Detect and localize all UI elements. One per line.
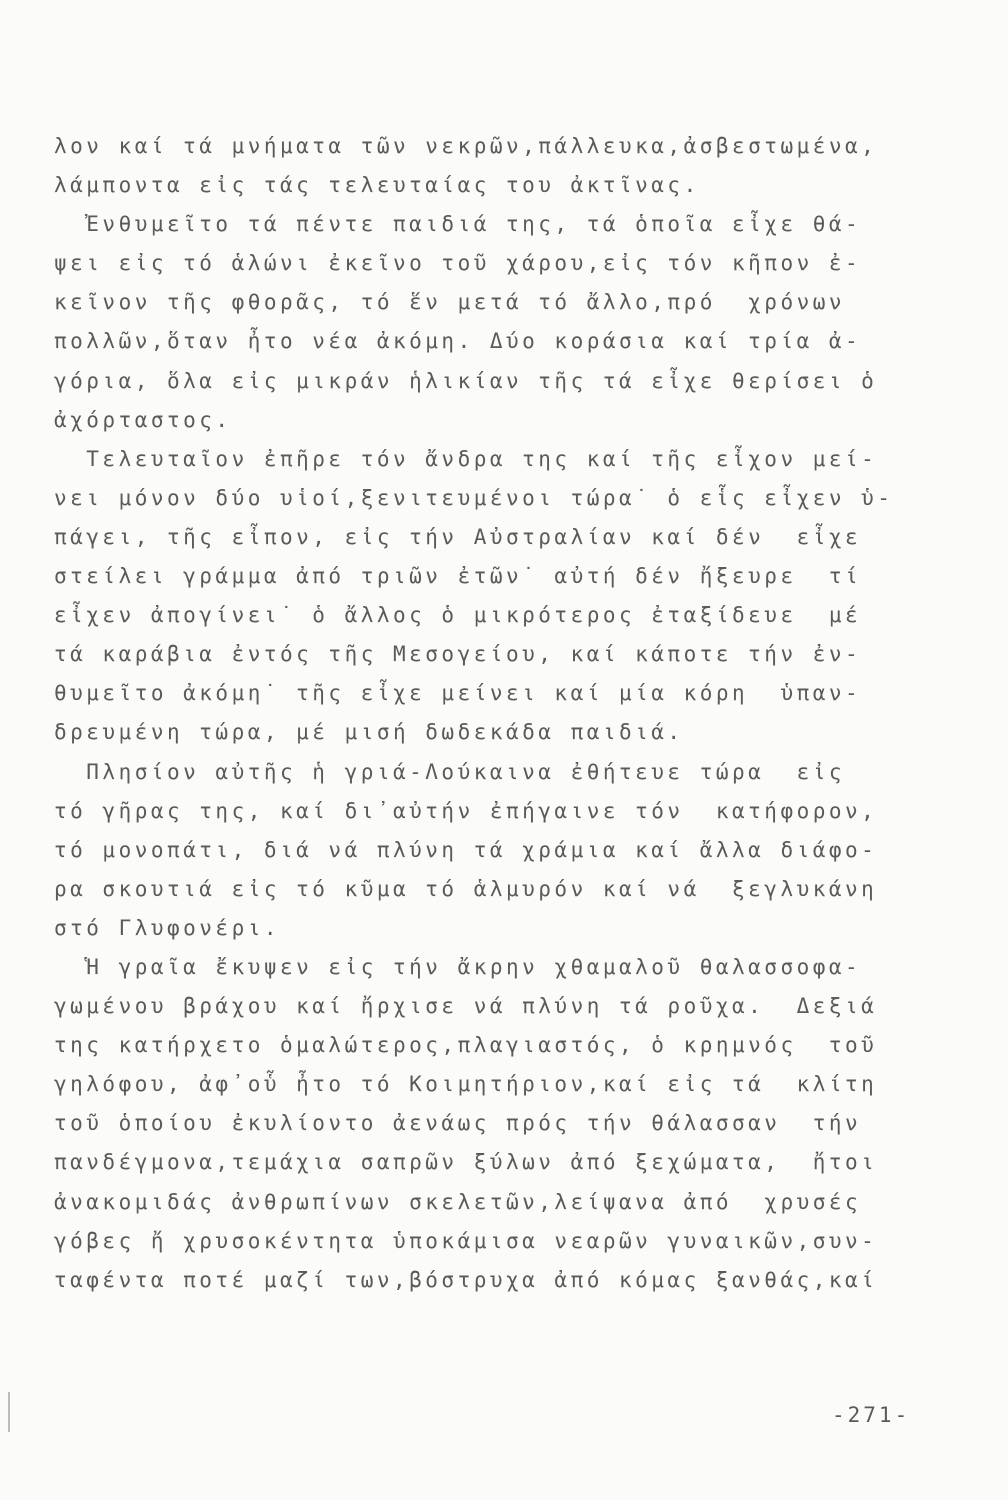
text-line: τό γῆρας της, καί δι᾽αὐτήν ἐπήγαινε τόν κατήφορον,: [54, 798, 878, 823]
text-line: γόβες ἤ χρυσοκέντητα ὑποκάμισα νεαρῶν γυναικῶν,συν-: [54, 1228, 878, 1253]
text-line: τοῦ ὁποίου ἐκυλίοντο ἀενάως πρός τήν θάλασσαν τήν: [54, 1111, 862, 1136]
text-line: πολλῶν,ὅταν ἦτο νέα ἀκόμη. Δύο κοράσια καί τρία ἀ-: [54, 329, 862, 354]
text-line: κεῖνον τῆς φθορᾶς, τό ἕν μετά τό ἄλλο,πρό χρόνων: [54, 290, 846, 315]
text-line: ἀχόρταστος.: [54, 407, 232, 432]
margin-mark: [8, 1392, 10, 1432]
text-line: τό μονοπάτι, διά νά πλύνη τά χράμια καί ἄλλα διάφο-: [54, 837, 878, 862]
text-line: στείλει γράμμα ἀπό τριῶν ἐτῶν˙ αὐτή δέν ἤξευρε τί: [54, 564, 862, 589]
text-line: ψει εἰς τό ἁλώνι ἐκεῖνο τοῦ χάρου,εἰς τόν κῆπον ἐ-: [54, 251, 862, 276]
page-number: -271-: [832, 1403, 911, 1427]
text-line: πάγει, τῆς εἶπον, εἰς τήν Αὐστραλίαν καί δέν εἶχε: [54, 524, 862, 549]
text-line: Ἡ γραῖα ἔκυψεν εἰς τήν ἄκρην χθαμαλοῦ θαλασσοφα-: [54, 954, 862, 979]
text-line: εἶχεν ἀπογίνει˙ ὁ ἄλλος ὁ μικρότερος ἐταξίδευε μέ: [54, 603, 862, 628]
text-line: γηλόφου, ἀφ᾽οὗ ἦτο τό Κοιμητήριον,καί εἰς τά κλίτη: [54, 1072, 878, 1097]
text-line: δρευμένη τώρα, μέ μισή δωδεκάδα παιδιά.: [54, 720, 684, 745]
text-line: νει μόνον δύο υἱοί,ξενιτευμένοι τώρα˙ ὁ εἷς εἶχεν ὑ-: [54, 485, 894, 510]
text-line: της κατήρχετο ὁμαλώτερος,πλαγιαστός, ὁ κρημνός τοῦ: [54, 1033, 878, 1058]
text-line: ταφέντα ποτέ μαζί των,βόστρυχα ἀπό κόμας ξανθάς,καί: [54, 1267, 878, 1292]
text-line: ἀνακομιδάς ἀνθρωπίνων σκελετῶν,λείψανα ἀπό χρυσές: [54, 1189, 862, 1214]
text-line: πανδέγμονα,τεμάχια σαπρῶν ξύλων ἀπό ξεχώματα, ἤτοι: [54, 1150, 878, 1175]
text-line: θυμεῖτο ἀκόμη˙ τῆς εἶχε μείνει καί μία κόρη ὑπαν-: [54, 681, 862, 706]
text-line: λον καί τά μνήματα τῶν νεκρῶν,πάλλευκα,ἀσβεστωμένα,: [54, 134, 878, 158]
text-line: λάμποντα εἰς τάς τελευταίας του ἀκτῖνας.: [54, 173, 700, 198]
text-line: ρα σκουτιά εἰς τό κῦμα τό ἁλμυρόν καί νά ξεγλυκάνη: [54, 876, 878, 901]
text-line: γόρια, ὅλα εἰς μικράν ἡλικίαν τῆς τά εἶχε θερίσει ὁ: [54, 368, 878, 393]
body-text: [54, 127, 934, 1300]
text-line: στό Γλυφονέρι.: [54, 915, 281, 940]
text-line: Πλησίον αὐτῆς ἡ γριά-Λούκαινα ἐθήτευε τώρα εἰς: [54, 759, 846, 784]
text-line: Τελευταῖον ἐπῆρε τόν ἄνδρα της καί τῆς εἶχον μεί-: [54, 446, 878, 471]
text-line: τά καράβια ἐντός τῆς Μεσογείου, καί κάποτε τήν ἐν-: [54, 642, 862, 667]
text-line: γωμένου βράχου καί ἤρχισε νά πλύνη τά ροῦχα. Δεξιά: [54, 994, 878, 1019]
text-line: Ἐνθυμεῖτο τά πέντε παιδιά της, τά ὁποῖα εἶχε θά-: [54, 212, 862, 237]
